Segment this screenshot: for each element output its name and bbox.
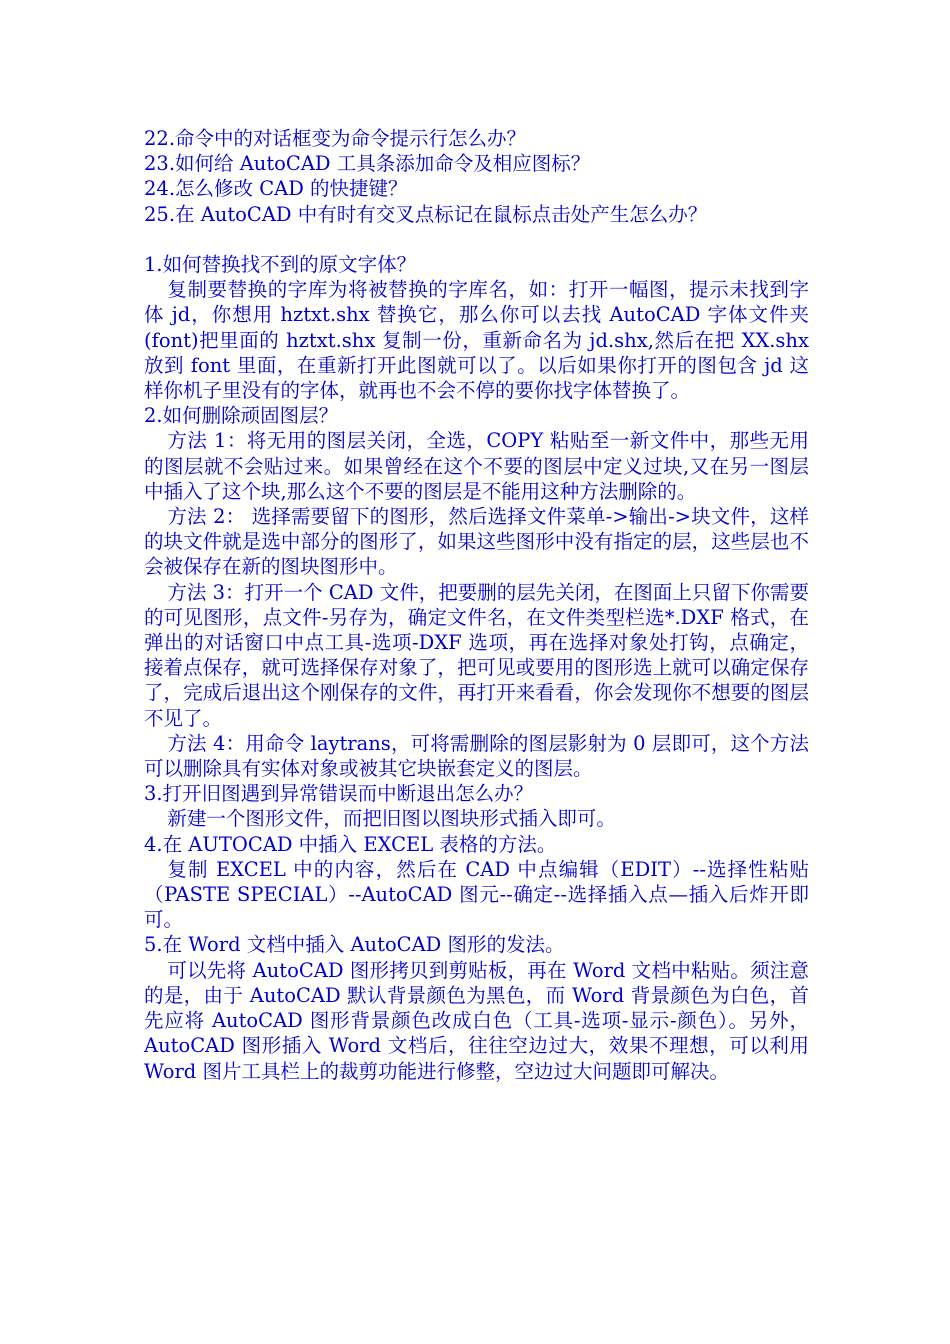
question-2-method-1: 方法 1：将无用的图层关闭，全选，COPY 粘贴至一新文件中，那些无用的图层就不会贴过来。如果曾经在这个不要的图层中定义过块,又在另一图层中插入了这个块,那么这个不要的图层是不能用这种方法删除的。 — [144, 429, 809, 503]
toc-list — [144, 126, 809, 227]
question-2-heading: 2.如何删除顽固图层？ — [144, 404, 339, 428]
document-page — [144, 126, 809, 1084]
question-3-heading: 3.打开旧图遇到异常错误而中断退出怎么办？ — [144, 782, 534, 806]
question-5-heading: 5.在 Word 文档中插入 AutoCAD 图形的发法。 — [144, 933, 565, 957]
question-4-answer: 复制 EXCEL 中的内容，然后在 CAD 中点编辑（EDIT）--选择性粘贴（PASTE SPECIAL）--AutoCAD 图元--确定--选择插入点—插入后炸开即可。 — [144, 857, 809, 932]
blank-line — [144, 227, 809, 252]
question-2-method-2: 方法 2： 选择需要留下的图形，然后选择文件菜单->输出->块文件，这样的块文件就是选中部分的图形了，如果这些图形中没有指定的层，这些层也不会被保存在新的图块图形中。 — [144, 505, 809, 579]
question-1-answer: 复制要替换的字库为将被替换的字库名，如：打开一幅图，提示未找到字体 jd，你想用 hztxt.shx 替换它，那么你可以去找 AutoCAD 字体文件夹(font)把里面的 hztxt.shx 复制一份，重新命名为 jd.shx,然后在把 XX.shx 放到 font 里面，在重新打开此图就可以了。以后如果你打开的图包含 jd 这样你机子里没有的字体，就再也不会不停的要你找字体替换了。 — [144, 278, 809, 403]
toc-item: 25.在 AutoCAD 中有时有交叉点标记在鼠标点击处产生怎么办？ — [144, 202, 708, 226]
toc-item: 23.如何给 AutoCAD 工具条添加命令及相应图标？ — [144, 152, 591, 176]
question-5-answer: 可以先将 AutoCAD 图形拷贝到剪贴板，再在 Word 文档中粘贴。须注意的是，由于 AutoCAD 默认背景颜色为黑色，而 Word 背景颜色为白色，首先应将 AutoCAD 图形背景颜色改成白色（工具-选项-显示-颜色）。另外，AutoCAD 图形插入 Word 文档后，往往空边过大，效果不理想，可以利用 Word 图片工具栏上的裁剪功能进行修整，空边过大问题即可解决。 — [144, 958, 809, 1083]
question-1-heading: 1.如何替换找不到的原文字体？ — [144, 253, 417, 276]
toc-item: 22.命令中的对话框变为命令提示行怎么办？ — [144, 127, 527, 150]
question-4-heading: 4.在 AUTOCAD 中插入 EXCEL 表格的方法。 — [144, 832, 557, 856]
question-3-answer: 新建一个图形文件，而把旧图以图块形式插入即可。 — [167, 807, 616, 831]
toc-item: 24.怎么修改 CAD 的快捷键？ — [144, 177, 408, 201]
question-2-method-4: 方法 4：用命令 laytrans，可将需删除的图层影射为 0 层即可，这个方法可以删除具有实体对象或被其它块嵌套定义的图层。 — [144, 731, 809, 781]
question-2-method-3: 方法 3：打开一个 CAD 文件，把要删的层先关闭，在图面上只留下你需要的可见图形，点文件-另存为，确定文件名，在文件类型栏选*.DXF 格式，在弹出的对话窗口中点工具-选项-DXF 选项，再在选择对象处打钩，点确定，接着点保存，就可选择保存对象了，把可见或要用的图形选上就可以确定保存了，完成后退出这个刚保存的文件，再打开来看看，你会发现你不想要的图层不见了。 — [144, 580, 809, 730]
